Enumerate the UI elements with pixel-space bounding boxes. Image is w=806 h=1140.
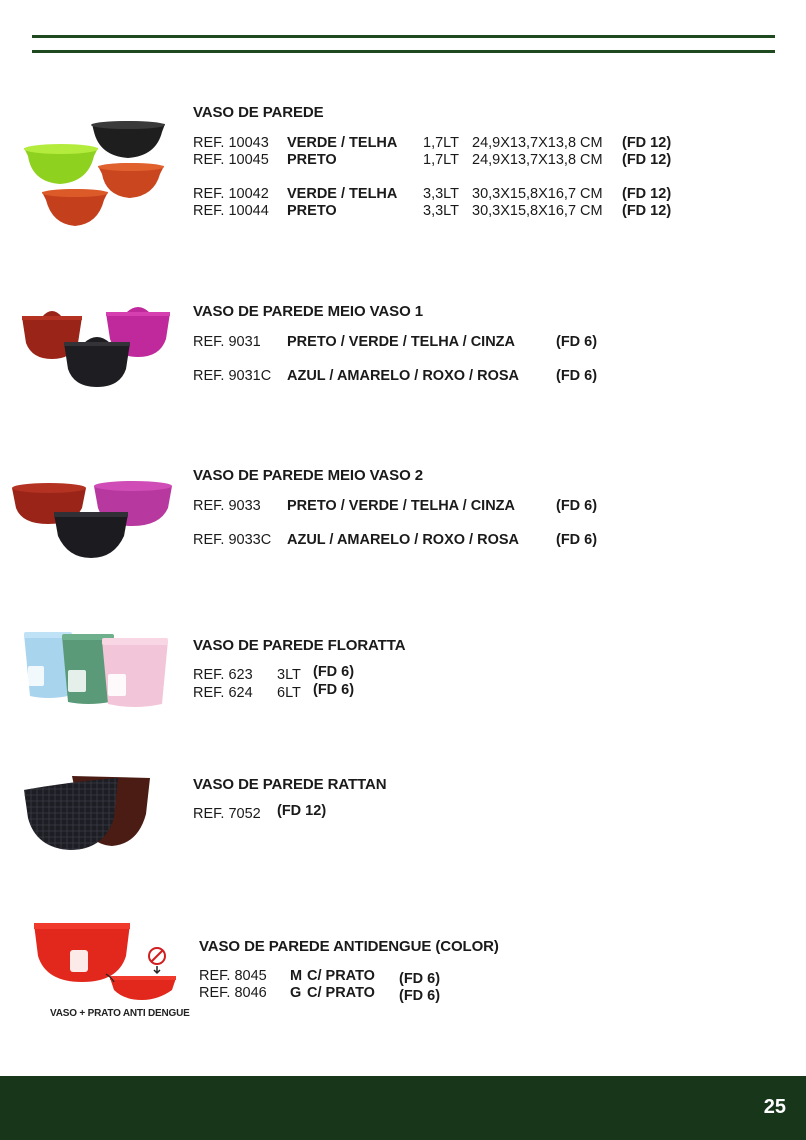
section-title-meio-vaso-2: VASO DE PAREDE MEIO VASO 2 [193,467,423,484]
ref-code: REF. 10042 [193,186,269,202]
description: C/ PRATO [307,985,375,1001]
color-options: PRETO / VERDE / TELHA / CINZA [287,498,515,514]
ref-code: REF. 623 [193,667,253,683]
section-title-meio-vaso-1: VASO DE PAREDE MEIO VASO 1 [193,303,423,320]
section-title-floratta: VASO DE PAREDE FLORATTA [193,637,406,654]
ref-code: REF. 8045 [199,968,267,984]
antidengue-caption: VASO + PRATO ANTI DENGUE [50,1008,190,1019]
dimensions: 24,9X13,7X13,8 CM [472,152,603,168]
ref-code: REF. 9031 [193,334,261,350]
top-rule [32,35,775,38]
pack-qty: (FD 6) [399,988,441,1004]
color-options: VERDE / TELHA [287,186,398,202]
pack-qty: (FD 6) [556,368,598,384]
dimensions: 24,9X13,7X13,8 CM [472,135,603,151]
product-image-meio-vaso-1 [18,303,173,393]
ref-code: REF. 10045 [193,152,269,168]
page-number: 25 [763,1096,786,1118]
color-options: PRETO / VERDE / TELHA / CINZA [287,334,515,350]
ref-code: REF. 9031C [193,368,272,384]
color-options: VERDE / TELHA [287,135,398,151]
product-image-rattan [22,774,154,852]
ref-code: REF. 10044 [193,203,269,219]
section-title-rattan: VASO DE PAREDE RATTAN [193,776,387,793]
color-options: AZUL / AMARELO / ROXO / ROSA [287,532,520,548]
pack-qty: (FD 6) [313,664,355,680]
pack-qty: (FD 6) [313,682,355,698]
color-options: PRETO [287,203,337,219]
ref-code: REF. 9033 [193,498,261,514]
top-rule-secondary [32,50,775,53]
ref-code: REF. 9033C [193,532,272,548]
pack-qty: (FD 12) [622,135,672,151]
pack-qty: (FD 12) [622,152,672,168]
product-image-floratta [22,630,172,710]
pack-qty: (FD 12) [277,803,327,819]
section-title-antidengue: VASO DE PAREDE ANTIDENGUE (COLOR) [199,938,499,955]
pack-qty: (FD 6) [556,532,598,548]
page-footer [0,1076,806,1140]
dimensions: 30,3X15,8X16,7 CM [472,186,603,202]
product-image-meio-vaso-2 [10,478,175,562]
size: M [290,968,303,984]
volume: 6LT [277,685,301,701]
volume: 1,7LT [423,135,460,151]
color-options: PRETO [287,152,337,168]
ref-code: REF. 8046 [199,985,267,1001]
size: G [290,985,302,1001]
dimensions: 30,3X15,8X16,7 CM [472,203,603,219]
ref-code: REF. 624 [193,685,253,701]
pack-qty: (FD 6) [399,971,441,987]
color-options: AZUL / AMARELO / ROXO / ROSA [287,368,520,384]
volume: 1,7LT [423,152,460,168]
product-image-antidengue [30,920,180,1004]
pack-qty: (FD 6) [556,334,598,350]
pack-qty: (FD 12) [622,186,672,202]
volume: 3LT [277,667,301,683]
volume: 3,3LT [423,186,460,202]
pack-qty: (FD 12) [622,203,672,219]
description: C/ PRATO [307,968,375,984]
ref-code: REF. 10043 [193,135,269,151]
section-title-vaso-de-parede: VASO DE PAREDE [193,104,324,121]
pack-qty: (FD 6) [556,498,598,514]
ref-code: REF. 7052 [193,806,261,822]
volume: 3,3LT [423,203,460,219]
product-image-vaso-de-parede [20,118,170,230]
